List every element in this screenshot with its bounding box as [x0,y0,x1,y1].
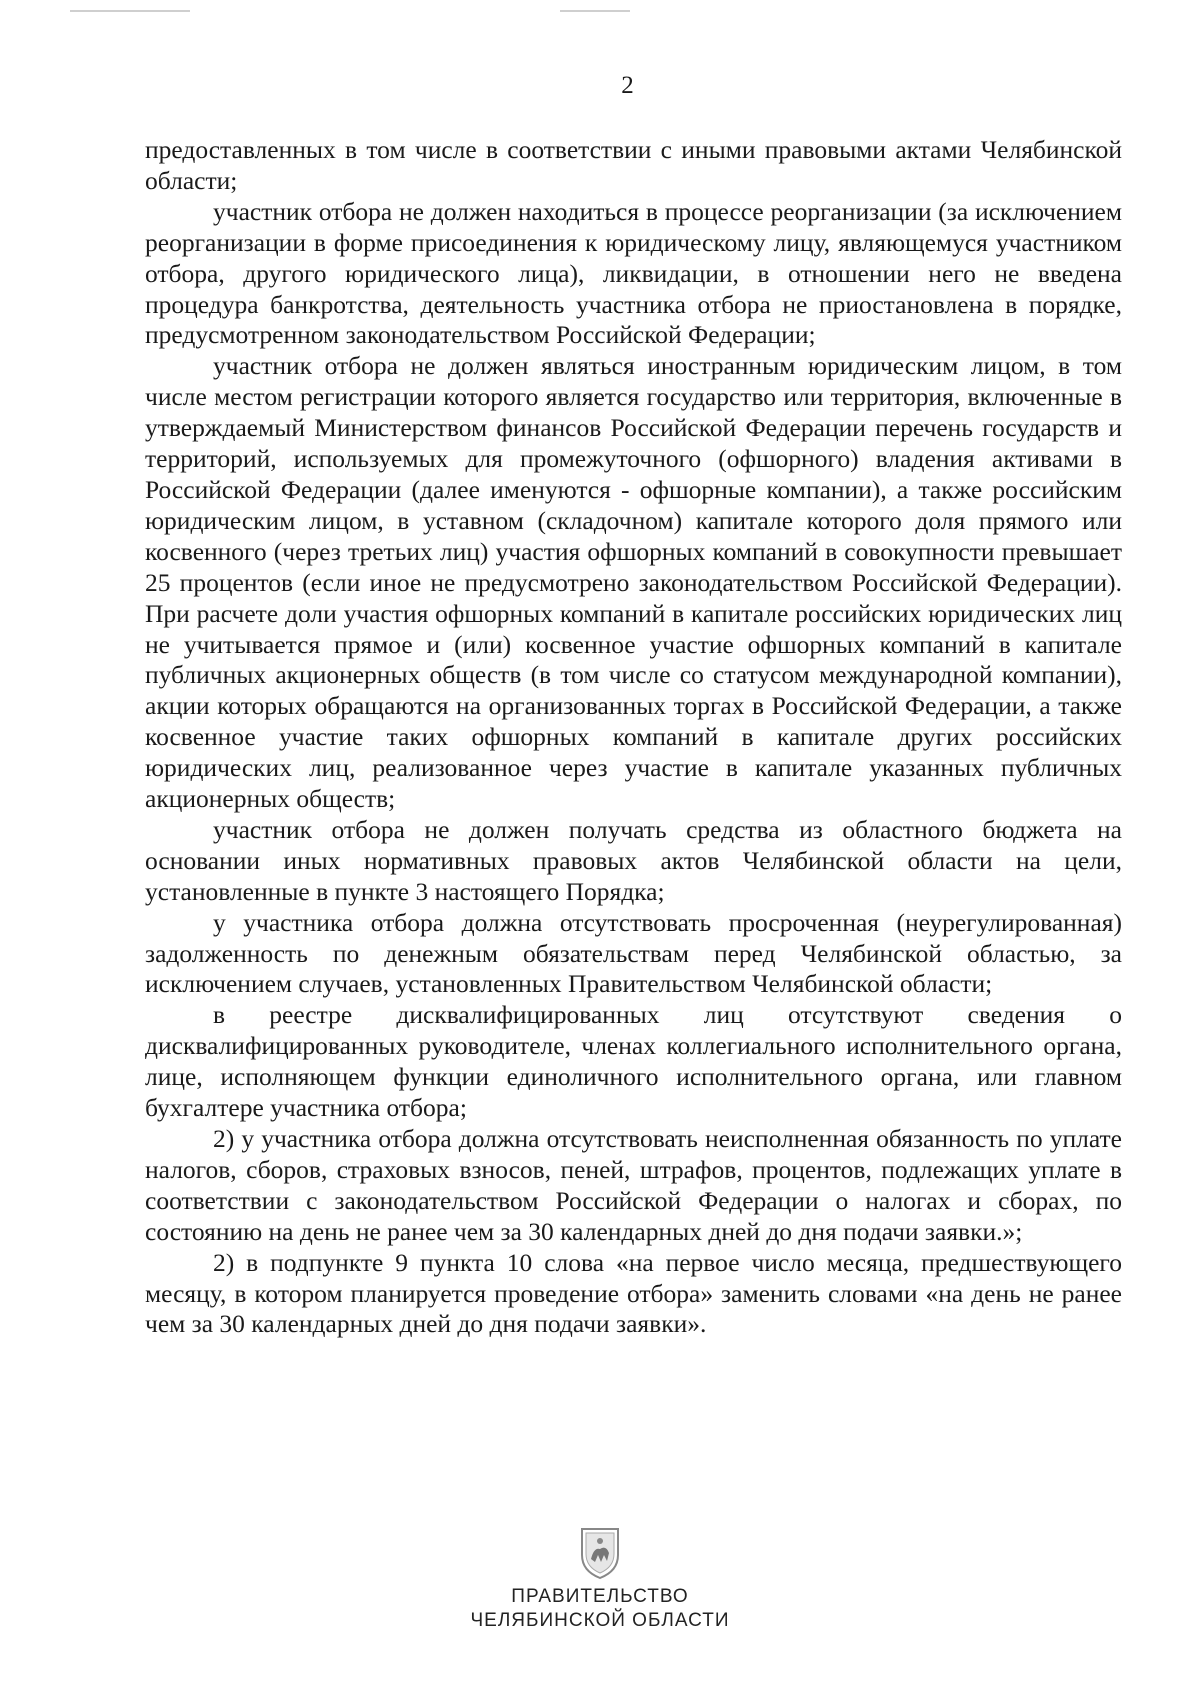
paragraph: участник отбора не должен получать средства из областного бюджета на основании иных нормативных правовых актов Челябинской области на цели, установленные в пункте 3 настоящего Порядка; [145,814,1122,906]
scan-artifact-top-left [70,10,190,12]
paragraph: в реестре дисквалифицированных лиц отсутствуют сведения о дисквалифицированных руководителе, членах коллегиального исполнительного органа, лице, исполняющем функции единоличного исполнительного органа, или главном бухгалтере участника отбора; [145,1000,1122,1123]
document-body [145,135,1122,1340]
paragraph: у участника отбора должна отсутствовать просроченная (неурегулированная) задолженность по денежным обязательствам перед Челябинской областью, за исключением случаев, установленных Правительством Челябинской области; [145,907,1122,999]
paragraph: участник отбора не должен являться иностранным юридическим лицом, в том числе местом регистрации которого является государство или территория, включенные в утверждаемый Министерством финансов Российской Федерации перечень государств и территорий, используемых для промежуточного (офшорного) владения активами в Российской Федерации (далее именуются - офшорные компании), а также российским юридическим лицом, в уставном (складочном) капитале которого доля прямого или косвенного (через третьих лиц) участия офшорных компаний в совокупности превышает 25 процентов (если иное не предусмотрено законодательством Российской Федерации). При расчете доли участия офшорных компаний в капитале российских юридических лиц не учитывается прямое и (или) косвенное участие офшорных компаний в капитале публичных акционерных обществ (в том числе со статусом международной компании), акции которых обращаются на организованных торгах в Российской Федерации, а также косвенное участие таких офшорных компаний в капитале других российских юридических лиц, реализованное через участие в капитале указанных публичных акционерных обществ; [145,351,1122,814]
stamp-organization-line-2: ЧЕЛЯБИНСКОЙ ОБЛАСТИ [470,1610,730,1631]
government-stamp [0,1525,1200,1633]
stamp-organization-line-1: ПРАВИТЕЛЬСТВО [511,1586,689,1607]
page-number: 2 [621,72,634,99]
paragraph: 2) в подпункте 9 пункта 10 слова «на первое число месяца, предшествующего месяцу, в котором планируется проведение отбора» заменить словами «на день не ранее чем за 30 календарных дней до дня подачи заявки». [145,1247,1122,1339]
paragraph: 2) у участника отбора должна отсутствовать неисполненная обязанность по уплате налогов, сборов, страховых взносов, пеней, штрафов, процентов, подлежащих уплате в соответствии с законодательством Российской Федерации о налогах и сборах, по состоянию на день не ранее чем за 30 календарных дней до дня подачи заявки.»; [145,1124,1122,1246]
scan-artifact-top-center [560,10,630,12]
paragraph: предоставленных в том числе в соответствии с иными правовыми актами Челябинской области; [145,135,1122,195]
paragraph: участник отбора не должен находиться в процессе реорганизации (за исключением реорганизации в форме присоединения к юридическому лицу, являющемуся участником отбора, другого юридического лица), ликвидации, в отношении него не введена процедура банкротства, деятельность участника отбора не приостановлена в порядке, предусмотренном законодательством Российской Федерации; [145,196,1122,350]
coat-of-arms-icon [576,1525,624,1581]
